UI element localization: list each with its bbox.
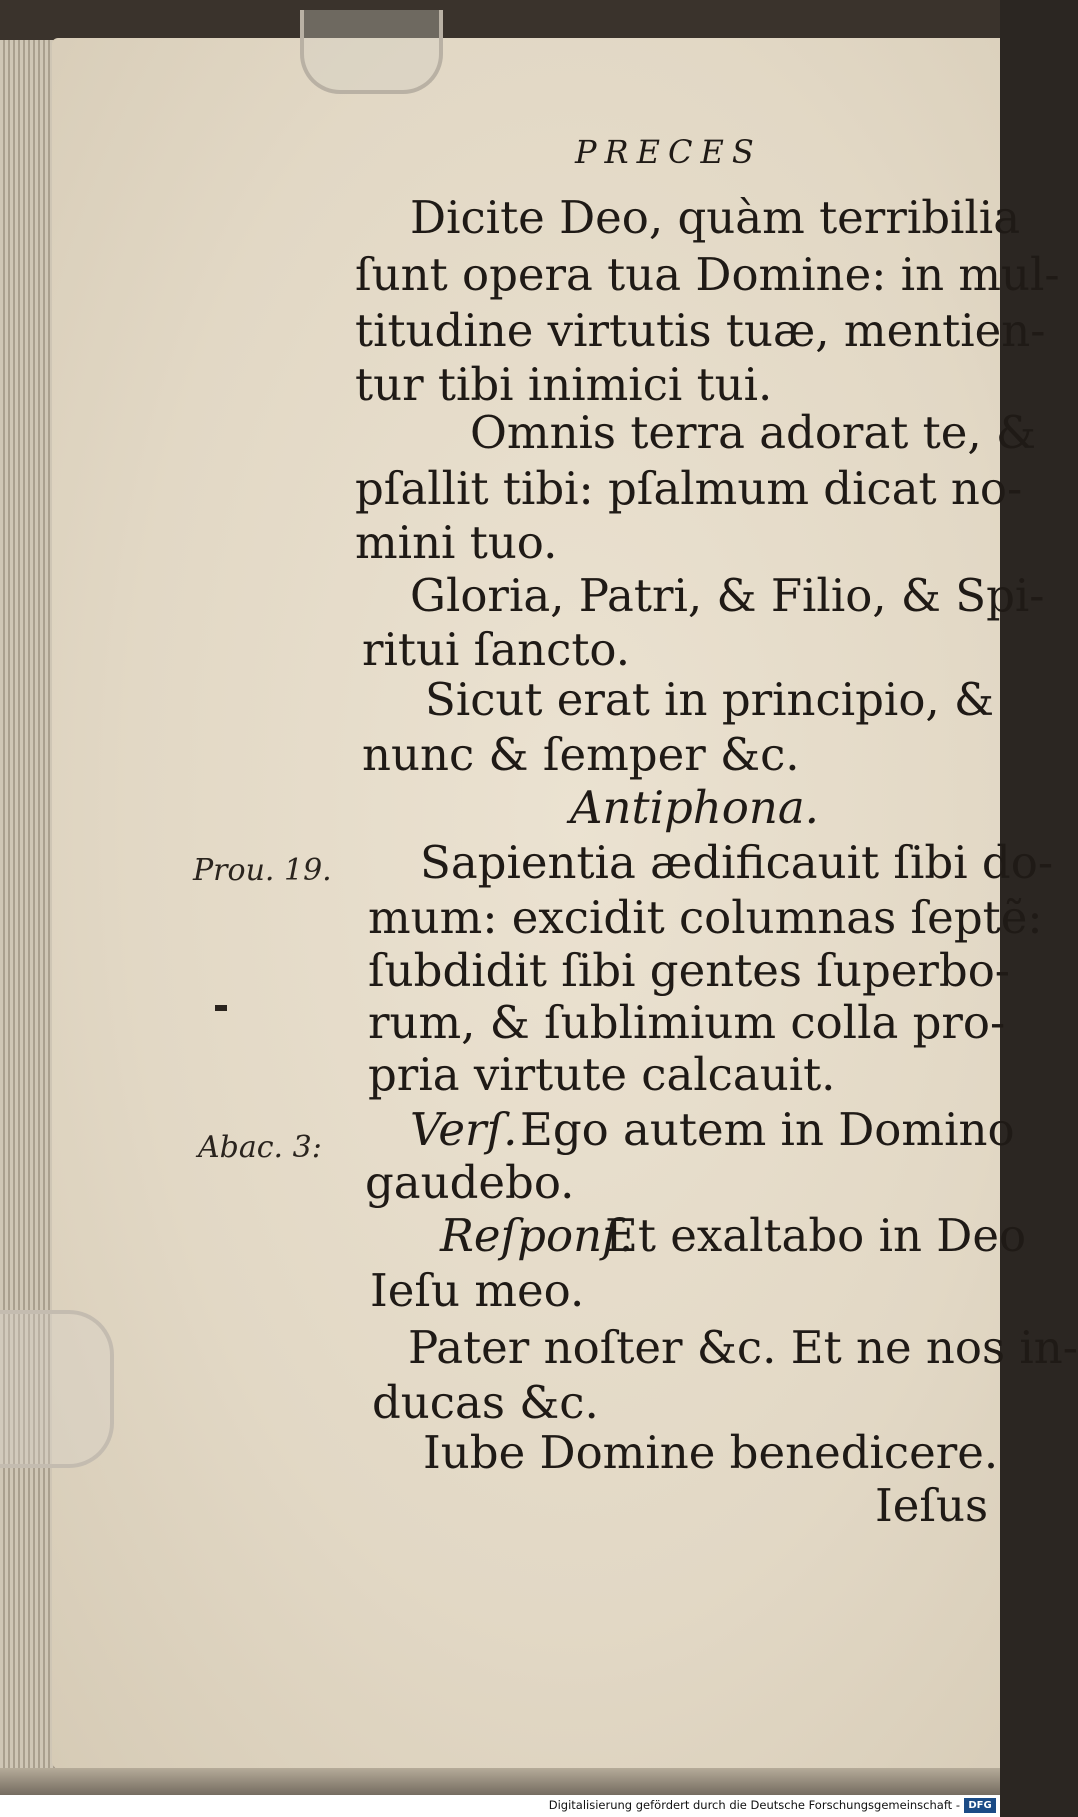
text-line: pſallit tibi: pſalmum dicat no- — [355, 462, 1023, 515]
text-line: pria virtute calcauit. — [368, 1048, 836, 1101]
text-line: ducas &c. — [372, 1376, 599, 1429]
text-line: Verſ. — [410, 1103, 518, 1156]
text-line: Pater noſter &c. Et ne nos in- — [408, 1321, 1078, 1374]
text-line: ritui ſancto. — [362, 623, 631, 676]
text-line: Sicut erat in principio, & — [425, 673, 995, 726]
running-title: PRECES — [575, 133, 762, 171]
clip-left — [0, 1310, 114, 1468]
text-line: Et exaltabo in Deo — [605, 1209, 1027, 1262]
text-line: Ego autem in Domino — [520, 1103, 1015, 1156]
text-line: titudine virtutis tuæ, mentien- — [355, 304, 1046, 357]
text-line: Omnis terra adorat te, & — [470, 406, 1037, 459]
text-line: Reſponſ. — [440, 1209, 634, 1262]
text-line: ſunt opera tua Domine: in mul- — [355, 248, 1060, 301]
marginal-note: Abac. 3: — [198, 1130, 322, 1165]
marginal-note: Prou. 19. — [193, 853, 332, 888]
text-line: Dicite Deo, quàm terribilia — [410, 191, 1021, 244]
text-line: Ieſus — [875, 1479, 989, 1532]
text-line: Sapientia ædificauit ſibi do- — [420, 836, 1054, 889]
page-edge — [0, 40, 60, 1780]
text-line: Iube Domine benedicere. — [423, 1426, 999, 1479]
text-line: Ieſu meo. — [370, 1264, 585, 1317]
bottom-edge — [0, 1768, 1000, 1798]
clip-top — [300, 10, 443, 94]
margin-dash — [215, 1005, 227, 1011]
text-line: gaudebo. — [365, 1156, 575, 1209]
text-line: rum, & ſublimium colla pro- — [368, 996, 1006, 1049]
footer-bar — [0, 1795, 1000, 1817]
text-line: ſubdidit ſibi gentes ſuperbo- — [368, 944, 1010, 997]
text-line: tur tibi inimici tui. — [355, 358, 773, 411]
footer-credit: Digitalisierung gefördert durch die Deutsche Forschungsgemeinschaft - — [548, 1798, 960, 1812]
text-line: Gloria, Patri, & Filio, & Spi- — [410, 569, 1045, 622]
dfg-logo: DFG — [964, 1798, 996, 1813]
text-line: mum: excidit columnas ſeptẽ: — [368, 891, 1043, 944]
text-line: nunc & ſemper &c. — [362, 728, 800, 781]
text-line: mini tuo. — [355, 516, 558, 569]
text-line: Antiphona. — [570, 781, 819, 834]
